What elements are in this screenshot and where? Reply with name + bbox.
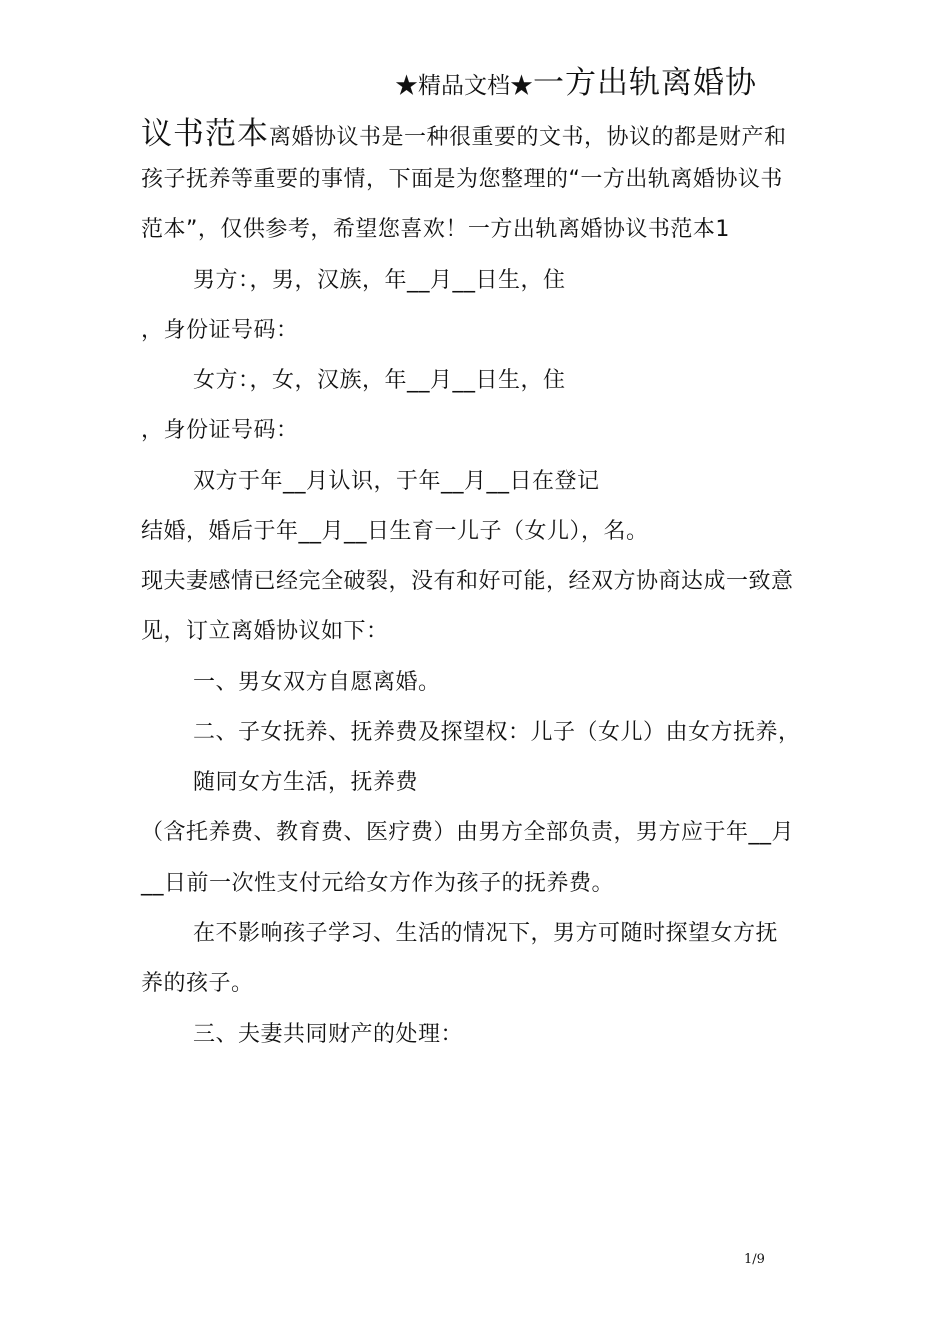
breakdown-line-1: 现夫妻感情已经完全破裂，没有和好可能，经双方协商达成一致意 [141,569,794,594]
clause-one: 一、男女双方自愿离婚。 [193,670,441,695]
female-id-line: ，身份证号码： [141,418,299,443]
male-id-line: ，身份证号码： [141,318,299,343]
male-party-line: 男方：，男，汉族，年__月__日生，住 [193,268,566,293]
marriage-line-1: 双方于年__月认识，于年__月__日在登记 [193,469,600,494]
quality-badge: ★精品文档★ [395,73,533,99]
clause-two-line-1: 二、子女抚养、抚养费及探望权：儿子（女儿）由女方抚养， [193,720,801,745]
visitation-line-2: 养的孩子。 [141,971,254,996]
clause-two-line-4: __日前一次性支付元给女方作为孩子的抚养费。 [141,871,615,896]
title-continuation-row [141,108,787,153]
breakdown-line-2: 见，订立离婚协议如下： [141,619,389,644]
marriage-line-2: 结婚，婚后于年__月__日生育一儿子（女儿），名。 [141,519,649,544]
page-number: 1/9 [744,1252,765,1267]
clause-two-line-2: 随同女方生活，抚养费 [193,770,419,795]
intro-line-1: 离婚协议书是一种很重要的文书，协议的都是财产和 [269,125,787,150]
clause-two-line-3: （含托养费、教育费、医疗费）由男方全部负责，男方应于年__月 [141,820,795,845]
female-party-line: 女方：，女，汉族，年__月__日生，住 [193,368,566,393]
intro-line-2: 孩子抚养等重要的事情，下面是为您整理的“一方出轨离婚协议书 [141,167,783,192]
clause-three: 三、夫妻共同财产的处理： [193,1022,464,1047]
document-title-part1: 一方出轨离婚协 [533,65,757,101]
intro-line-3: 范本”，仅供参考，希望您喜欢！一方出轨离婚协议书范本1 [141,217,730,242]
document-header [395,57,757,102]
visitation-line-1: 在不影响孩子学习、生活的情况下，男方可随时探望女方抚 [193,921,779,946]
document-title-part2: 议书范本 [141,116,269,152]
